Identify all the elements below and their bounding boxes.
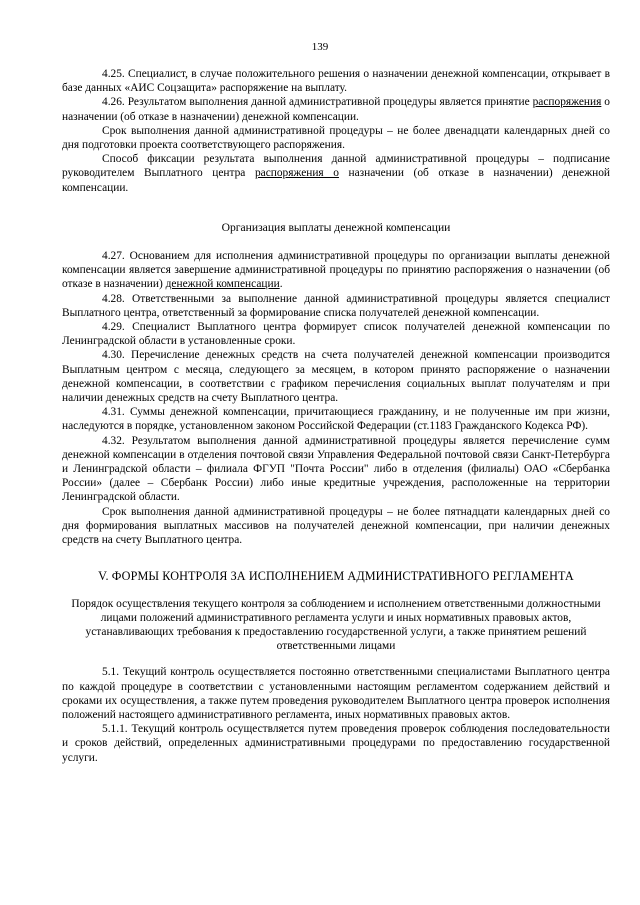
paragraph-fixation-part-b: назначении (об отказе в назначении) денежной компенсации. bbox=[62, 167, 610, 194]
paragraph-fixation bbox=[62, 152, 610, 195]
paragraph-term-1: Срок выполнения данной административной процедуры – не более двенадцати календарных дней со дня подготовки проекта соответствующего распоряжения. bbox=[62, 124, 610, 152]
paragraph-4-26-part-a: 4.26. Результатом выполнения данной административной процедуры является принятие bbox=[102, 96, 533, 109]
paragraph-4-27-part-b: . bbox=[279, 278, 283, 291]
paragraph-term-2: Срок выполнения данной административной процедуры – не более пятнадцати календарных дней со дня формирования выплатных массивов на получателей денежной компенсации, при наличии денежных средств на счету Выплатного центра. bbox=[62, 505, 610, 547]
paragraph-4-32: 4.32. Результатом выполнения данной административной процедуры является перечисление сумм денежной компенсации в отделения почтовой связи Управления Федеральной почтовой связи Санкт-Петербурга и Ленинградской области – филиала ФГУП "Почта России" либо в отделения (филиалы) ОАО «Сбербанка России» (далее – Сбербанк России) либо иные кредитные учреждения, расположенные на территории Ленинградской области. bbox=[62, 434, 610, 504]
paragraph-5-1-1: 5.1.1. Текущий контроль осуществляется путем проведения проверок соблюдения последовательности и сроков действий, определенных административными процедурами по предоставлению государственной услуги. bbox=[62, 723, 610, 764]
section-heading-v: V. ФОРМЫ КОНТРОЛЯ ЗА ИСПОЛНЕНИЕМ АДМИНИСТРАТИВНОГО РЕГЛАМЕНТА bbox=[98, 569, 574, 584]
paragraph-4-27 bbox=[62, 249, 610, 292]
underlined-text: распоряжения bbox=[532, 96, 602, 109]
paragraph-4-25: 4.25. Специалист, в случае положительного решения о назначении денежной компенсации, открывает в базе данных «АИС Соцзащита» распоряжение на выплату. bbox=[62, 68, 610, 95]
paragraph-4-30: 4.30. Перечисление денежных средств на счета получателей денежной компенсации производится Выплатным центром с месяца, следующего за месяцем, в котором принято распоряжение о назначении денежной компенсации, в соответствии с графиком перечисления социальных выплат получателям и при наличии денежных средств на счету Выплатного центра. bbox=[62, 349, 610, 405]
document-body bbox=[62, 67, 610, 765]
underlined-text: денежной компенсации bbox=[165, 278, 280, 291]
underlined-text: распоряжения о bbox=[254, 167, 339, 180]
subheading-current-control: Порядок осуществления текущего контроля за соблюдением и исполнением ответственными должностными лицами положений административного регламента услуги и иных нормативных правовых актов, устанавливающих требования к предоставлению государственной услуги, а также принятием решений ответственными лицами bbox=[71, 597, 601, 653]
paragraph-4-29: 4.29. Специалист Выплатного центра формирует список получателей денежной компенсации по Ленинградской области в установленные сроки. bbox=[62, 321, 610, 348]
paragraph-4-26-part-b: о назначении (об отказе в назначении) денежной компенсации. bbox=[62, 96, 610, 123]
subheading-payment-organization: Организация выплаты денежной компенсации bbox=[221, 220, 451, 234]
paragraph-4-26 bbox=[62, 95, 610, 123]
paragraph-4-27-part-a: 4.27. Основанием для исполнения административной процедуры по организации выплаты денежной компенсации является завершение административной процедуры по принятию распоряжения о назначении (об отказе в назначении) bbox=[62, 250, 610, 291]
paragraph-4-31: 4.31. Суммы денежной компенсации, причитающиеся гражданину, и не полученные им при жизни, наследуются в порядке, установленном законом Российской Федерации (ст.1183 Гражданского Кодекса РФ). bbox=[62, 406, 610, 433]
paragraph-5-1: 5.1. Текущий контроль осуществляется постоянно ответственными специалистами Выплатного центра по каждой процедуре в соответствии с установленными настоящим регламентом содержанием действий и сроками их осуществления, а также путем проведения руководителем Выплатного центра проверок исполнения положений настоящего административного регламента, иных нормативных правовых актов. bbox=[62, 666, 610, 721]
paragraph-4-28: 4.28. Ответственными за выполнение данной административной процедуры является специалист Выплатного центра, ответственный за формирование списка получателей денежной компенсации. bbox=[62, 292, 610, 319]
paragraph-fixation-part-a: Способ фиксации результата выполнения данной административной процедуры – подписание руководителем Выплатного центра bbox=[62, 153, 610, 180]
page-number: 139 bbox=[311, 41, 329, 53]
